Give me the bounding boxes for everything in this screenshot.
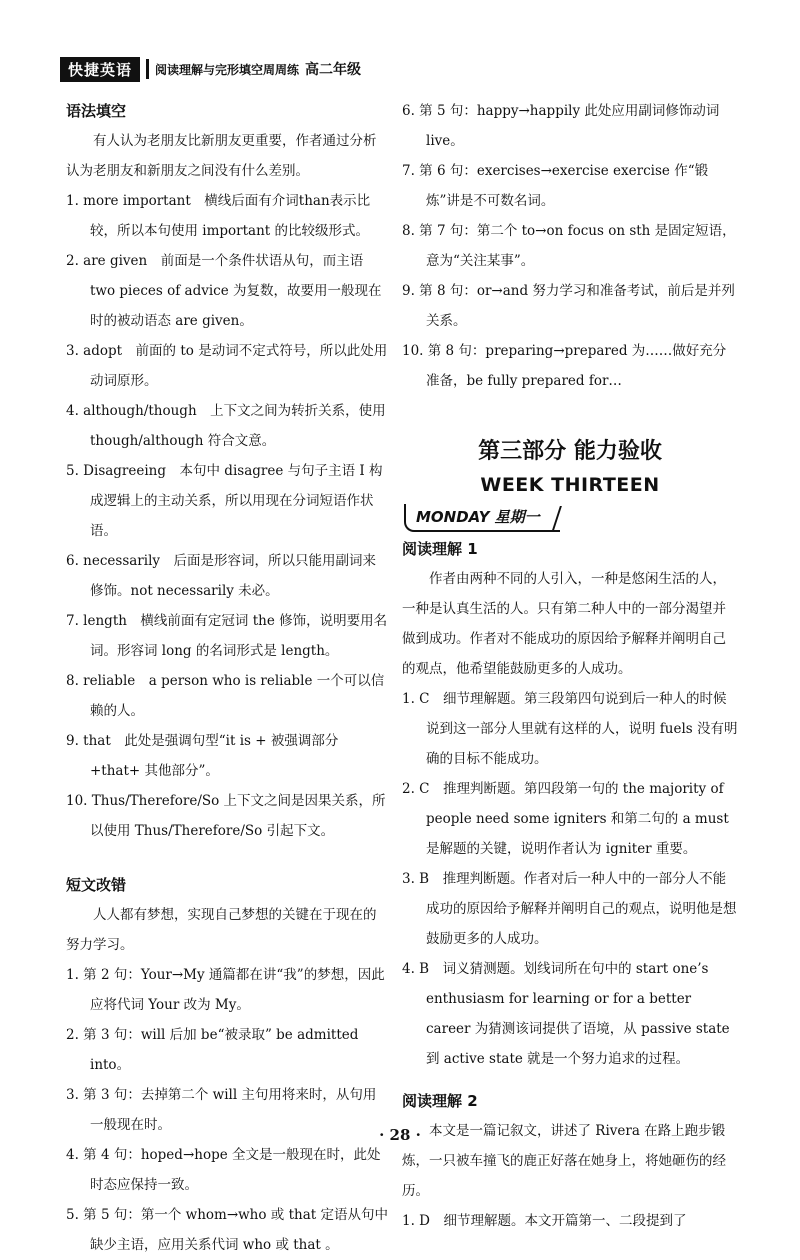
answer-item: 3. 第 3 句：去掉第二个 will 主句用将来时，从句用一般现在时。 [66,1087,377,1133]
section-title-grammar: 语法填空 [66,102,127,120]
section-gap [402,1074,738,1086]
page-header [60,56,361,82]
right-column [402,96,738,1236]
answer-item: 10. Thus/Therefore/So 上下文之间是因果关系，所以使用 Thus/Therefore/So 引起下文。 [66,793,386,839]
answer-item: 2. are given 前面是一个条件状语从句，而主语 two pieces of advice 为复数，故要用一般现在时的被动语态 are given。 [66,253,382,329]
answer-item: 1. D 细节理解题。本文开篇第一、二段提到了 [402,1213,687,1229]
answer-item: 5. Disagreeing 本句中 disagree 与句子主语 I 构成逻辑上的主动关系，所以用现在分词短语作状语。 [66,463,383,539]
header-divider [146,59,149,79]
brand-logo: 快捷英语 [60,57,140,82]
section-title-error-correction: 短文改错 [66,876,127,894]
day-badge: MONDAY 星期一 [404,504,560,532]
answer-item: 1. C 细节理解题。第三段第四句说到后一种人的时候说到这一部分人里就有这样的人，说明 fuels 没有明确的目标不能成功。 [402,691,738,767]
answer-item: 6. 第 5 句：happy→happily 此处应用副词修饰动词 live。 [402,103,720,149]
week-title: WEEK THIRTEEN [480,474,660,496]
answer-item: 5. 第 5 句：第一个 whom→who 或 that 定语从句中缺少主语，应用关系代词 who 或 that 。 [66,1207,388,1253]
left-column [66,96,388,1260]
answer-item: 1. more important 横线后面有介词than表示比较，所以本句使用 important 的比较级形式。 [66,193,371,239]
answer-item: 7. length 横线前面有定冠词 the 修饰，说明要用名词。形容词 long 的名词形式是 length。 [66,613,388,659]
section-intro: 人人都有梦想，实现自己梦想的关键在于现在的努力学习。 [66,907,377,953]
answer-item: 10. 第 8 句：preparing→prepared 为……做好充分准备，be fully prepared for… [402,343,727,389]
section-intro: 作者由两种不同的人引入，一种是悠闲生活的人，一种是认真生活的人。只有第二种人中的一部分渴望并做到成功。作者对不能成功的原因给予解释并阐明自己的观点，他希望能鼓励更多的人成功。 [402,571,726,677]
answer-item: 4. although/though 上下文之间为转折关系，使用 though/although 符合文意。 [66,403,386,449]
answer-item: 3. B 推理判断题。作者对后一种人中的一部分人不能成功的原因给予解释并阐明自己的观点，说明他是想鼓励更多的人成功。 [402,871,737,947]
book-subtitle: 阅读理解与完形填空周周练 [155,62,300,77]
answer-item: 8. reliable a person who is reliable 一个可以信赖的人。 [66,673,385,719]
section-title-reading-2: 阅读理解 2 [402,1092,478,1110]
section-intro: 有人认为老朋友比新朋友更重要，作者通过分析认为老朋友和新朋友之间没有什么差别。 [66,133,377,179]
answer-item: 4. B 词义猜测题。划线词所在句中的 start one’s enthusiasm for learning or for a better career 为猜测该词提供了语境，从 passive state 到 active state 就是一个努力追求的过程。 [402,961,730,1067]
page-number: · 28 · [379,1126,421,1144]
answer-item: 7. 第 6 句：exercises→exercise exercise 作“锻炼”讲是不可数名词。 [402,163,709,209]
section-title-reading-1: 阅读理解 1 [402,540,478,558]
section-gap [66,846,388,870]
answer-item: 4. 第 4 句：hoped→hope 全文是一般现在时，此处时态应保持一致。 [66,1147,381,1193]
section-intro: 本文是一篇记叙文，讲述了 Rivera 在路上跑步锻炼，一只被车撞飞的鹿正好落在她身上，将她砸伤的经历。 [402,1123,726,1199]
answer-item: 6. necessarily 后面是形容词，所以只能用副词来修饰。not necessarily 未必。 [66,553,377,599]
answer-item: 3. adopt 前面的 to 是动词不定式符号，所以此处用动词原形。 [66,343,388,389]
answer-item: 9. that 此处是强调句型“it is + 被强调部分 +that+ 其他部分”。 [66,733,339,779]
answer-item: 2. C 推理判断题。第四段第一句的 the majority of people need some igniters 和第二句的 a must 是解题的关键，说明作者认为 igniter 重要。 [402,781,729,857]
answer-item: 1. 第 2 句：Your→My 通篇都在讲“我”的梦想，因此应将代词 Your 改为 My。 [66,967,385,1013]
answer-item: 8. 第 7 句：第二个 to→on focus on sth 是固定短语，意为“关注某事”。 [402,223,736,269]
answer-item: 9. 第 8 句：or→and 努力学习和准备考试，前后是并列关系。 [402,283,735,329]
answer-item: 2. 第 3 句：will 后加 be“被录取” be admitted into。 [66,1027,359,1073]
part-title: 第三部分 能力验收 [478,439,662,464]
grade-label: 高二年级 [305,62,362,78]
